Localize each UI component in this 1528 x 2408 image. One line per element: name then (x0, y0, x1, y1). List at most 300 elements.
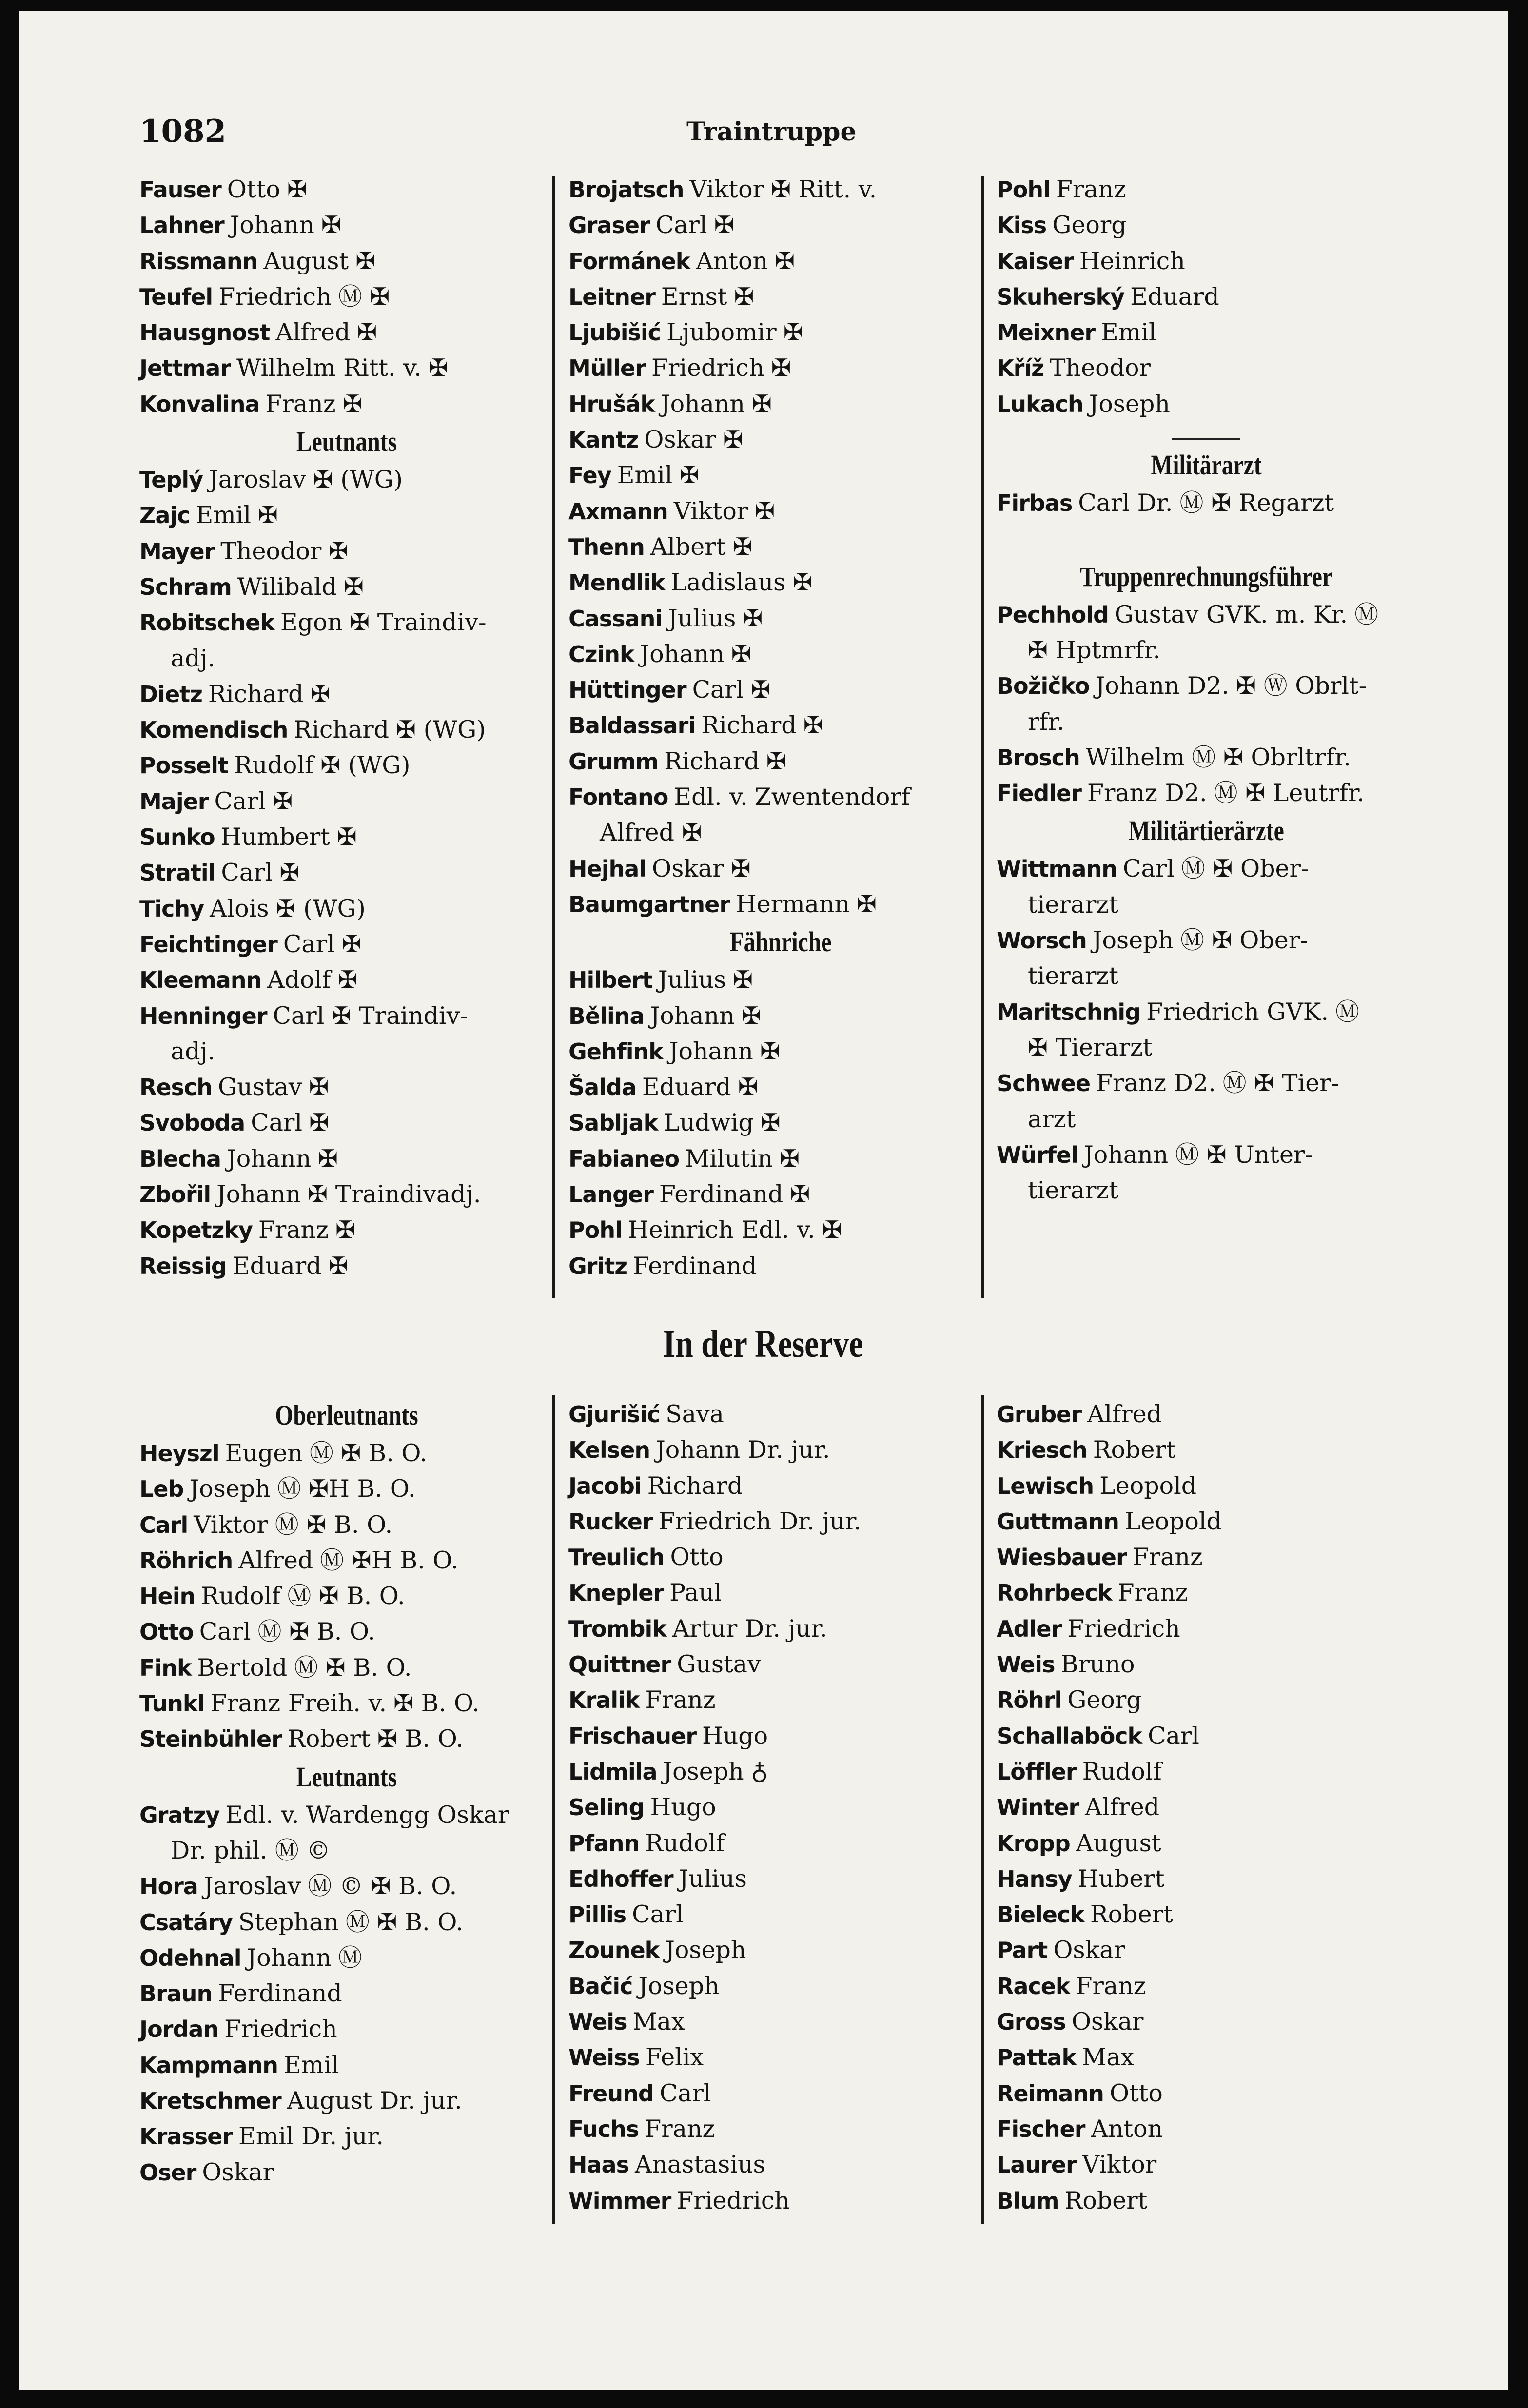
decorations: ✠ B. O. (377, 1725, 464, 1753)
roster-entry (568, 422, 993, 457)
roster-entry (997, 1396, 1416, 1432)
roster-entry (997, 1754, 1416, 1789)
roster-entry (568, 707, 993, 743)
upper-column-2 (568, 172, 993, 1284)
upper-column-1 (139, 172, 554, 1284)
roster-entry (139, 279, 554, 314)
roster-entry (568, 2183, 993, 2218)
rank-heading: Truppenrechnungsführer (1080, 560, 1332, 592)
given-name: Rudolf (201, 1582, 281, 1610)
decorations: ✠ (857, 890, 877, 918)
last-name: Maritschnig (997, 998, 1141, 1025)
given-name: Emil (617, 461, 673, 489)
last-name: Tunkl (139, 1690, 205, 1717)
given-name: Heinrich Edl. v. (627, 1216, 815, 1244)
given-name: Eugen (225, 1439, 303, 1467)
last-name: Gehfink (568, 1038, 663, 1065)
given-name: Julius (658, 966, 726, 994)
last-name: Zbořil (139, 1181, 211, 1208)
given-name: Friedrich (677, 2186, 790, 2214)
decorations: ✠ (WG) (320, 751, 411, 780)
last-name: Fuchs (568, 2115, 639, 2142)
roster-entry (139, 605, 554, 640)
last-name: Otto (139, 1619, 194, 1645)
given-name: Ferdinand (632, 1252, 757, 1280)
last-name: Posselt (139, 752, 229, 779)
decorations: ✠ Traindiv- (331, 1001, 468, 1030)
given-name: Franz (1076, 1972, 1146, 2000)
given-name: Richard (701, 711, 797, 740)
given-name: Johann (660, 390, 745, 418)
given-name: Joseph (1092, 926, 1174, 955)
last-name: Kelsen (568, 1437, 650, 1464)
given-name: Sava (666, 1400, 724, 1428)
roster-entry (139, 1797, 554, 1833)
given-name: Friedrich (1067, 1614, 1180, 1643)
roster-entry (139, 1141, 554, 1176)
given-name: Joseph (189, 1475, 271, 1503)
roster-entry (568, 1897, 993, 1932)
roster-entry (568, 279, 993, 314)
roster-entry (139, 1721, 554, 1757)
roster-entry (997, 2183, 1416, 2218)
given-name: Wilibald (237, 572, 337, 601)
given-name: Franz (645, 1686, 716, 1714)
given-name: Adolf (267, 966, 331, 994)
given-name: Franz D2. (1087, 779, 1207, 807)
roster-entry (997, 1718, 1416, 1754)
given-name: August (1076, 1829, 1161, 1857)
roster-entry (568, 314, 993, 350)
given-name: Ernst (661, 282, 727, 311)
decorations: Ⓜ ✠ B. O. (257, 1618, 375, 1646)
roster-entry (568, 1504, 993, 1539)
given-name: Carl (221, 859, 273, 887)
column-divider (981, 1395, 984, 2224)
last-name: Weis (997, 1651, 1055, 1678)
given-name: Hermann (736, 890, 850, 918)
decorations: Ⓜ ✠H B. O. (320, 1546, 459, 1574)
roster-entry (568, 851, 993, 886)
last-name: Božičko (997, 673, 1090, 700)
given-name: Friedrich (218, 282, 332, 311)
last-name: Leb (139, 1476, 184, 1503)
decorations: ✠ (766, 747, 786, 775)
last-name: Reissig (139, 1253, 227, 1279)
last-name: Schallaböck (997, 1723, 1142, 1749)
last-name: Kropp (997, 1830, 1070, 1857)
roster-entry (997, 1575, 1416, 1610)
last-name: Knepler (568, 1580, 664, 1606)
roster-entry (139, 783, 554, 819)
roster-entry (568, 1396, 993, 1432)
last-name: Lukach (997, 391, 1083, 417)
given-name: Carl (199, 1618, 251, 1646)
given-name: Stephan (238, 1908, 339, 1936)
decorations: ✠ (WG) (396, 716, 486, 744)
decorations: ✠ Traindivadj. (308, 1180, 481, 1209)
roster-entry (997, 1789, 1416, 1825)
roster-entry (568, 1861, 993, 1897)
roster-entry (139, 2083, 554, 2118)
given-name: Felix (645, 2043, 704, 2072)
last-name: Baumgartner (568, 891, 730, 918)
last-name: Langer (568, 1181, 653, 1208)
roster-entry (997, 243, 1416, 279)
last-name: Zounek (568, 1937, 660, 1964)
decorations: Zwentendorf (754, 783, 910, 811)
last-name: Grumm (568, 748, 659, 775)
last-name: Gross (997, 2009, 1066, 2036)
roster-entry (568, 962, 993, 998)
given-name: Rudolf (645, 1829, 725, 1857)
last-name: Baldassari (568, 712, 696, 739)
decorations: ♁ (750, 1757, 768, 1785)
given-name: Theodor (220, 537, 322, 565)
decorations: ✠ (342, 390, 363, 418)
last-name: Hausgnost (139, 319, 270, 346)
decorations: Ⓜ ✠ B. O. (309, 1439, 428, 1467)
last-name: Treulich (568, 1544, 665, 1571)
last-name: Heyszl (139, 1440, 219, 1467)
last-name: Majer (139, 788, 209, 815)
last-name: Blum (997, 2187, 1059, 2214)
roster-entry (568, 172, 993, 207)
last-name: Jordan (139, 2016, 219, 2043)
rank-heading: Fähnriche (729, 926, 832, 958)
roster-entry (139, 676, 554, 712)
last-name: Fabianeo (568, 1145, 680, 1172)
roster-entry (997, 2075, 1416, 2111)
roster-entry (997, 1932, 1416, 1968)
given-name: August Dr. jur. (287, 2087, 462, 2115)
last-name: Kleemann (139, 967, 262, 994)
last-name: Fischer (997, 2115, 1085, 2142)
given-name: Julius (679, 1864, 747, 1893)
last-name: Steinbühler (139, 1726, 282, 1753)
roster-entry (568, 457, 993, 493)
roster-entry (139, 998, 554, 1034)
roster-entry (568, 1682, 993, 1718)
given-name: Carl Dr. (1078, 489, 1173, 517)
last-name: Formánek (568, 248, 690, 274)
given-name: Alfred (238, 1546, 313, 1574)
given-name: Milutin (685, 1144, 773, 1173)
roster-entry (568, 1248, 993, 1284)
last-name: Feichtinger (139, 931, 277, 958)
given-name: Franz (1056, 176, 1126, 203)
last-name: Gruber (997, 1401, 1082, 1428)
given-name: Friedrich GVK. (1146, 998, 1329, 1026)
given-name: Carl (1122, 855, 1175, 883)
entry-continuation: tierarzt (1028, 1176, 1118, 1205)
decorations: Ⓜ ✠ B. O. (287, 1582, 405, 1610)
last-name: Bieleck (997, 1901, 1084, 1928)
last-name: Brosch (997, 744, 1080, 771)
last-name: Hrušák (568, 391, 655, 417)
roster-entry (997, 1682, 1416, 1718)
last-name: Pillis (568, 1901, 627, 1928)
last-name: Hilbert (568, 967, 652, 994)
last-name: Ljubišić (568, 319, 661, 346)
roster-entry (997, 386, 1416, 422)
given-name: Carl (655, 211, 707, 239)
given-name: Carl (251, 1109, 303, 1137)
decorations: ✠ (750, 676, 771, 704)
roster-entry (139, 1868, 554, 1904)
given-name: Joseph (638, 1972, 720, 2000)
decorations: ✠ (792, 568, 813, 597)
last-name: Sunko (139, 824, 215, 851)
roster-entry (568, 1432, 993, 1468)
decorations: ✠ (258, 501, 278, 529)
roster-entry (139, 1212, 554, 1248)
last-name: Jacobi (568, 1472, 642, 1499)
roster-entry (139, 533, 554, 569)
decorations: ✠ (WG) (275, 894, 366, 922)
last-name: Trombik (568, 1615, 666, 1642)
given-name: Otto (1109, 2079, 1163, 2107)
given-name: Franz Freih. v. (210, 1689, 387, 1718)
decorations: Ⓜ ✠ Unter- (1175, 1140, 1313, 1169)
roster-entry (568, 350, 993, 386)
decorations: ✠ (357, 318, 377, 347)
last-name: Skuherský (997, 283, 1125, 310)
decorations: Ⓜ © ✠ B. O. (308, 1872, 457, 1900)
roster-entry (139, 1940, 554, 1976)
given-name: Alfred (1087, 1400, 1162, 1428)
last-name: Rissmann (139, 248, 258, 274)
given-name: Albert (650, 532, 726, 561)
roster-entry (139, 1435, 554, 1471)
last-name: Gratzy (139, 1801, 220, 1828)
rank-heading: Militärtierärzte (1128, 815, 1284, 847)
last-name: Röhrl (997, 1687, 1062, 1714)
decorations: ✠ (732, 532, 753, 561)
roster-entry (139, 2154, 554, 2190)
decorations: ✠ Ⓦ Obrlt- (1236, 672, 1367, 700)
given-name: Johann (216, 1180, 301, 1209)
roster-entry (997, 1861, 1416, 1897)
roster-entry (997, 2147, 1416, 2182)
last-name: Teplý (139, 467, 203, 493)
given-name: Rudolf (234, 751, 314, 780)
given-name: Emil (1101, 318, 1156, 347)
last-name: Adler (997, 1615, 1062, 1642)
roster-entry (997, 1504, 1416, 1539)
roster-entry (568, 1141, 993, 1176)
roster-entry (139, 207, 554, 243)
last-name: Weiss (568, 2044, 640, 2071)
decorations: ✠ (790, 1180, 810, 1209)
decorations: ✠ (328, 1252, 349, 1280)
running-title: Traintruppe (686, 117, 857, 147)
given-name: Franz (645, 2114, 715, 2143)
given-name: Jaroslav (209, 466, 306, 494)
given-name: Max (632, 2008, 685, 2036)
given-name: Georg (1067, 1686, 1142, 1714)
given-name: Rudolf (1082, 1757, 1162, 1785)
given-name: Eduard (1130, 282, 1219, 311)
decorations: Ⓜ ✠ B. O. (345, 1908, 464, 1936)
last-name: Röhrich (139, 1547, 233, 1574)
roster-entry (997, 350, 1416, 386)
given-name: Carl (214, 787, 266, 815)
roster-entry (568, 2039, 993, 2075)
roster-entry (997, 2039, 1416, 2075)
rank-heading: Oberleutnants (275, 1399, 418, 1431)
last-name: Schwee (997, 1070, 1091, 1097)
roster-entry (997, 1432, 1416, 1468)
given-name: Johann (1084, 1140, 1169, 1169)
lower-column-3 (997, 1396, 1416, 2218)
decorations: ✠ (679, 461, 700, 489)
decorations: ✠ (328, 537, 349, 565)
roster-entry (568, 672, 993, 707)
roster-entry (997, 2004, 1416, 2039)
decorations: Ⓜ (338, 1943, 362, 1972)
roster-entry (568, 1789, 993, 1825)
upper-column-3 (997, 172, 1416, 1208)
last-name: Teufel (139, 283, 213, 310)
roster-entry (568, 565, 993, 600)
roster-entry (568, 1575, 993, 1610)
last-name: Edhoffer (568, 1865, 673, 1892)
last-name: Hein (139, 1583, 196, 1610)
last-name: Löffler (997, 1758, 1077, 1785)
last-name: Rucker (568, 1508, 653, 1535)
decorations: ✠ (287, 176, 307, 203)
roster-entry (139, 1543, 554, 1578)
given-name: Richard (208, 680, 304, 708)
given-name: Anton (696, 247, 768, 275)
last-name: Svoboda (139, 1110, 245, 1136)
roster-entry (139, 1614, 554, 1649)
last-name: Kampmann (139, 2052, 278, 2078)
decorations: ✠ (771, 354, 791, 382)
decorations: ✠ (731, 640, 751, 668)
roster-entry (568, 2147, 993, 2182)
roster-entry (139, 462, 554, 497)
entry-continuation: adj. (171, 1037, 215, 1065)
given-name: Johann (227, 1144, 312, 1173)
last-name: Odehnal (139, 1944, 241, 1971)
last-name: Laurer (997, 2152, 1077, 2178)
last-name: Carl (139, 1511, 188, 1538)
decorations: ✠ (783, 318, 803, 347)
roster-entry (997, 207, 1416, 243)
decorations: ✠ (755, 497, 775, 525)
given-name: Oskar (652, 854, 724, 882)
given-name: Emil Dr. jur. (238, 2122, 384, 2151)
given-name: Jaroslav (203, 1872, 301, 1900)
decorations: ✠ (341, 930, 362, 958)
given-name: Viktor (1082, 2151, 1157, 2179)
roster-entry (997, 2111, 1416, 2147)
page-header (19, 113, 1508, 152)
given-name: Hugo (650, 1793, 716, 1821)
decorations: Wardengg Oskar (306, 1801, 509, 1829)
last-name: Müller (568, 355, 646, 382)
last-name: Šalda (568, 1074, 636, 1101)
roster-entry (139, 1248, 554, 1284)
roster-entry (139, 2011, 554, 2047)
decorations: ✠ (723, 426, 743, 454)
last-name: Worsch (997, 927, 1087, 954)
last-name: Freund (568, 2080, 654, 2107)
roster-entry (568, 779, 993, 815)
last-name: Pfann (568, 1830, 640, 1857)
roster-entry (568, 636, 993, 672)
roster-entry (997, 1611, 1416, 1646)
decorations: Ⓜ ✠ Leutrfr. (1214, 779, 1365, 807)
roster-entry (997, 994, 1416, 1030)
roster-entry (139, 497, 554, 533)
roster-entry (568, 2004, 993, 2039)
roster-entry (568, 1968, 993, 2004)
given-name: Carl (632, 1900, 684, 1929)
decorations: Ⓜ ✠ Ober- (1181, 855, 1309, 883)
given-name: Johann (247, 1943, 332, 1972)
roster-entry (568, 529, 993, 565)
rank-heading: Leutnants (296, 1761, 397, 1793)
given-name: Gustav (218, 1073, 302, 1101)
last-name: Fontano (568, 784, 668, 811)
last-name: Brojatsch (568, 176, 684, 203)
roster-entry (139, 1650, 554, 1685)
given-name: Carl (1148, 1722, 1199, 1750)
decorations: ✠ (780, 1144, 800, 1173)
last-name: Seling (568, 1794, 645, 1821)
decorations: Ⓜ ✠ Ober- (1180, 926, 1308, 955)
last-name: Würfel (997, 1141, 1078, 1168)
last-name: Czink (568, 641, 634, 667)
last-name: Lahner (139, 212, 224, 239)
roster-entry (997, 485, 1416, 521)
last-name: Csatáry (139, 1909, 233, 1936)
last-name: Kiss (997, 212, 1047, 239)
roster-entry (997, 1468, 1416, 1504)
decorations: ✠ (428, 354, 449, 382)
decorations: ✠ (WG) (313, 466, 403, 494)
last-name: Henninger (139, 1002, 267, 1029)
roster-entry (139, 386, 554, 422)
given-name: Otto (227, 176, 280, 203)
roster-entry (568, 1176, 993, 1212)
last-name: Kříž (997, 355, 1044, 382)
decorations: ✠ (318, 1144, 338, 1173)
roster-entry (139, 243, 554, 279)
roster-entry (568, 1468, 993, 1504)
given-name: Wilhelm Ritt. v. (236, 354, 422, 382)
given-name: Alfred (275, 318, 351, 347)
given-name: Franz (265, 390, 336, 418)
document-page (19, 11, 1508, 2390)
given-name: Ludwig (664, 1109, 754, 1137)
roster-entry (568, 886, 993, 922)
last-name: Bělina (568, 1002, 645, 1029)
decorations: ✠ (714, 211, 734, 239)
roster-entry (997, 668, 1416, 704)
decorations: ✠ (822, 1216, 842, 1244)
last-name: Lidmila (568, 1758, 657, 1785)
entry-continuation: Dr. phil. Ⓜ © (171, 1836, 331, 1864)
given-name: Egon (280, 608, 343, 637)
given-name: Wilhelm (1085, 743, 1185, 771)
given-name: Bertold (197, 1653, 288, 1682)
section-divider (1172, 438, 1240, 440)
last-name: Graser (568, 212, 650, 239)
